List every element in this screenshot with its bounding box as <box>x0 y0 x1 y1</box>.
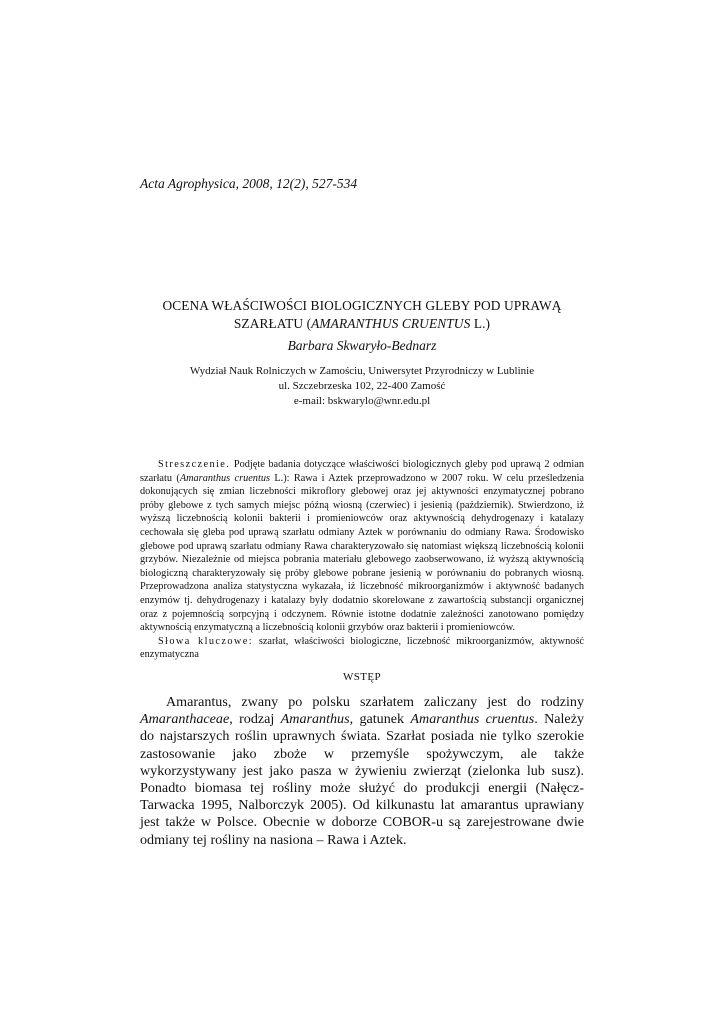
abstract-label: Streszczenie. <box>158 459 231 470</box>
affiliation-line-1: Wydział Nauk Rolniczych w Zamościu, Uniwersytet Przyrodniczy w Lublinie <box>189 365 535 377</box>
title-line-2-pre: SZARŁATU ( <box>233 316 312 331</box>
intro-species-name: Amaranthus cruentus <box>410 711 535 728</box>
keywords-label: Słowa kluczowe: <box>158 635 253 647</box>
intro-text-2: , rodzaj <box>229 711 281 728</box>
introduction <box>140 694 584 849</box>
keywords-paragraph <box>140 635 584 662</box>
title-line-1: OCENA WŁAŚCIWOŚCI BIOLOGICZNYCH GLEBY POD UPRAWĄ <box>162 298 562 313</box>
affiliation-line-2: ul. Szczebrzeska 102, 22-400 Zamość <box>278 380 446 392</box>
abstract-paragraph <box>140 458 584 635</box>
intro-text-3: , gatunek <box>349 711 411 728</box>
affiliation-email: e-mail: bskwarylo@wnr.edu.pl <box>293 395 431 407</box>
author-name: Barbara Skwaryło-Bednarz <box>287 338 437 353</box>
keywords-text: szarłat, właściwości biologiczne, liczebność mikroorganizmów, aktywność enzymatyczna <box>140 635 584 661</box>
section-heading: WSTĘP <box>342 671 382 683</box>
intro-text-4: . Należy do najstarszych roślin uprawnych świata. Szarłat posiada nie tylko szerokie zastosowanie jako zboże w przemyśle spożywczym, ale także wykorzystywany jest jako pasza w żywieniu zwierząt (zielonka lub susz). Ponadto biomasa tej rośliny może służyć do produkcji energii (Nałęcz-Tarwacka 1995, Nalborczyk 2005). Od kilkunastu lat amarantus uprawiany jest także w Polsce. Obecnie w doborze COBOR-u są zarejestrowane dwie odmiany tej rośliny na nasiona – Rawa i Aztek. <box>140 711 584 848</box>
abstract-text-b: L.): Rawa i Aztek przeprowadzono w 2007 roku. W celu prześledzenia dokonujących się zmian liczebności mikroflory glebowej oraz jej aktywności enzymatycznej pobrano próby glebowe z tych samych miejsc późną wiosną (czerwiec) i jesienią (październik). Stwierdzono, iż wyższą liczebnością kolonii bakterii i promieniowców oraz aktywnością dehydrogenazy i katalazy cechowała się gleba pod uprawą szarłatu odmiany Aztek w porównaniu do odmiany Rawa. Środowisko glebowe pod uprawą szarłatu odmiany Rawa charakteryzowało się natomiast większą liczebnością kolonii grzybów. Niezależnie od miejsca pobrania materiału glebowego zaobserwowano, iż wyższą aktywnością biologiczną charakteryzowały się próby glebowe pobrane jesienią w porównaniu do pobranych wiosną. Przeprowadzona analiza statystyczna wykazała, iż liczebność mikroorganizmów i aktywność badanych enzymów tj. dehydrogenazy i katalazy były dodatnio skorelowane z zawartością substancji organicznej oraz z pojemnością sorpcyjną i odczynem. Równie istotne dodatnie zależności zanotowano pomiędzy aktywnością enzymatyczną a liczebnością kolonii grzybów oraz bakterii i promieniowców. <box>140 472 584 634</box>
intro-genus-name: Amaranthus <box>280 711 350 728</box>
abstract <box>140 458 584 662</box>
abstract-text-a: Podjęte badania dotyczące właściwości biologicznych gleby pod uprawą 2 odmian szarłatu ( <box>140 459 584 484</box>
journal-citation: Acta Agrophysica, 2008, 12(2), 527-534 <box>140 176 358 191</box>
title-line-2 <box>0 315 724 333</box>
title-line-2-post: L.) <box>470 316 491 331</box>
intro-text-1: Amarantus, zwany po polsku szarłatem zaliczany jest do rodziny <box>166 694 584 710</box>
intro-paragraph <box>140 694 584 849</box>
title-species-name: AMARANTHUS CRUENTUS <box>311 316 471 331</box>
affiliation <box>0 364 724 409</box>
intro-family-name: Amaranthaceae <box>140 711 230 728</box>
abstract-species-name: Amaranthus cruentus <box>179 472 270 484</box>
paper-title <box>0 297 724 333</box>
